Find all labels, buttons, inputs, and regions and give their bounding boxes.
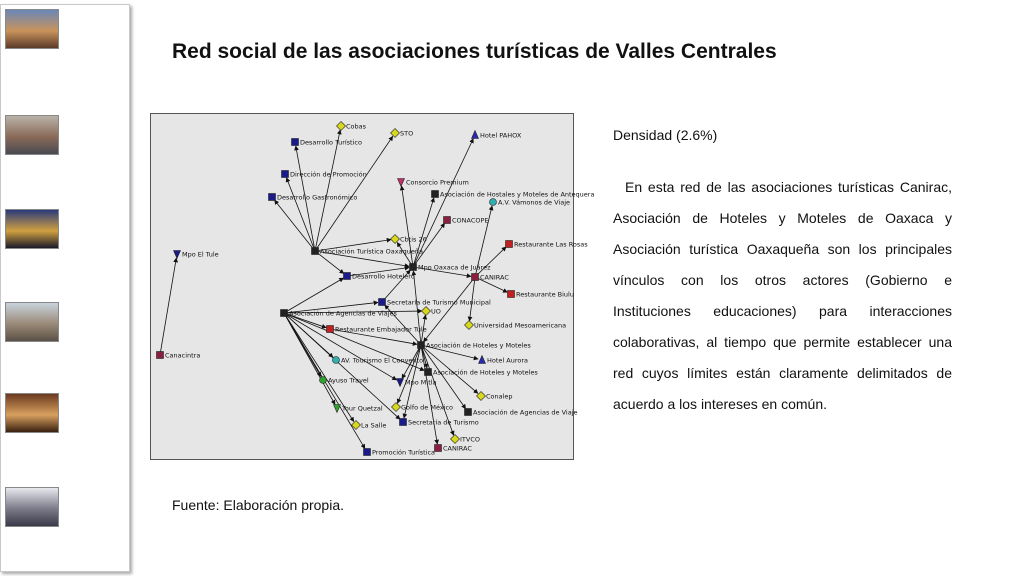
node-label-asoc_hoteles2: Asociación de Hoteles y Moteles	[433, 368, 538, 377]
node-itvco	[451, 435, 460, 444]
node-label-conalep: Conalep	[486, 392, 513, 401]
node-label-asoc_agencias: Asociación de Agencias de Viajes	[289, 309, 397, 318]
node-asoc_hoteles2	[425, 369, 432, 376]
node-asoc_antequera	[432, 191, 439, 198]
node-label-hotel_aurora: Hotel Aurora	[487, 356, 529, 365]
source-note: Fuente: Elaboración propia.	[172, 497, 344, 513]
node-hotel_aurora	[479, 356, 486, 364]
node-conacope	[444, 217, 451, 224]
edge-mpo_oaxaca-asoc_antequera	[413, 198, 434, 267]
node-dir_promocion	[282, 171, 289, 178]
node-label-canacintra: Canacintra	[165, 351, 201, 360]
edge-asoc_hoteles-canirac2	[421, 345, 437, 444]
node-label-mpo_oaxaca: Mpo Oaxaca de Juárez	[418, 263, 491, 272]
node-univ_meso	[465, 321, 474, 330]
node-hotel_pahox	[472, 131, 479, 139]
node-label-canirac_main: CANIRAC	[480, 273, 509, 282]
node-des_hotelero	[344, 273, 351, 280]
node-mpo_tule	[174, 251, 181, 259]
node-sec_tur_mun	[379, 299, 386, 306]
node-consorcio	[398, 179, 405, 187]
edge-mpo_oaxaca-conacope	[413, 223, 445, 267]
node-rest_embajador	[327, 326, 334, 333]
thumb-cathedral-photo[interactable]	[5, 9, 59, 49]
density-label: Densidad (2.6%)	[613, 127, 718, 143]
node-label-rest_biulu: Restaurante Biulu	[516, 290, 574, 299]
node-label-asoc_hoteles: Asociación de Hoteles y Moteles	[426, 341, 531, 350]
node-label-av_vamonos: A.V. Vámonos de Viaje	[498, 198, 571, 207]
node-des_gastronomico	[269, 194, 276, 201]
node-canirac2	[435, 445, 442, 452]
node-des_turistico	[292, 139, 299, 146]
edge-canirac_main-rest_rosas	[475, 247, 506, 277]
node-uo	[422, 307, 431, 316]
node-label-cbtis: Cbtis 26	[400, 235, 427, 244]
thumb-hotel-room-photo[interactable]	[5, 393, 59, 433]
thumb-plaza-photo[interactable]	[5, 302, 59, 342]
node-asoc_agencias	[281, 310, 288, 317]
node-label-asoc_antequera: Asociación de Hostales y Moteles de Antequera	[440, 190, 595, 199]
edge-canacintra-mpo_tule	[160, 258, 176, 355]
node-label-sto: STO	[400, 129, 414, 138]
node-tour_quetzal	[334, 405, 341, 413]
node-label-tour_quetzal: Tour Quetzal	[342, 404, 383, 413]
slide-title: Red social de las asociaciones turísticas de Valles Centrales	[172, 40, 777, 63]
node-label-univ_meso: Universidad Mesoamericana	[474, 321, 567, 330]
network-svg	[151, 114, 595, 461]
node-label-promocion: Promoción Turística	[372, 448, 436, 457]
node-cbtis	[391, 235, 400, 244]
node-promocion	[364, 449, 371, 456]
node-label-conacope: CONACOPE	[452, 216, 489, 225]
network-diagram	[150, 113, 595, 460]
node-canirac_main	[472, 274, 479, 281]
node-mpo_oaxaca	[410, 264, 417, 271]
node-golfo_mexico	[392, 403, 401, 412]
node-canacintra	[157, 352, 164, 359]
node-asoc_hoteles	[418, 342, 425, 349]
edge-asoc_agencias-mpo_mitla	[284, 313, 397, 380]
node-label-la_salle: La Salle	[361, 421, 387, 430]
node-mpo_mitla	[397, 379, 404, 387]
node-label-cobas: Cobas	[346, 122, 367, 131]
node-sec_turismo	[400, 419, 407, 426]
description-paragraph: En esta red de las asociaciones turísticas Canirac, Asociación de Hoteles y Moteles de Oaxaca y Asociación turística Oaxaqueña son los principales vínculos con los otros actores (Gobierno e Instituciones educaciones) para interacciones colaborativas, al tiempo que permite establecer una red cuyos límites están claramente delimitados de acuerdo a los intereses en común.	[613, 179, 952, 412]
node-rest_rosas	[506, 241, 513, 248]
node-label-des_hotelero: Desarrollo Hotelero	[352, 272, 415, 281]
node-asoc_tur_oax	[312, 248, 319, 255]
node-asoc_agencias2	[465, 409, 472, 416]
node-av_vamonos	[490, 199, 497, 206]
node-label-hotel_pahox: Hotel PAHOX	[480, 131, 522, 140]
node-label-uo: UO	[431, 307, 441, 316]
edge-asoc_agencias-des_hotelero	[284, 278, 344, 313]
node-label-consorcio: Consorcio Premium	[406, 178, 469, 187]
node-av_convento	[333, 357, 340, 364]
node-label-mpo_mitla: Mpo Mitla	[405, 378, 437, 387]
node-label-mpo_tule: Mpo El Tule	[182, 250, 219, 259]
edge-asoc_tur_oax-dir_promocion	[286, 178, 315, 251]
node-label-dir_promocion: Dirección de Promoción	[290, 170, 367, 179]
thumb-crowd-street-photo[interactable]	[5, 487, 59, 527]
node-label-sec_turismo: Secretaría de Turismo	[408, 418, 479, 427]
node-label-ayuso: Ayuso Travel	[328, 376, 369, 385]
node-label-asoc_agencias2: Asociación de Agencias de Viaje	[473, 408, 578, 417]
node-label-asoc_tur_oax: Asociación Turística Oaxaqueña	[320, 247, 423, 256]
node-label-des_gastronomico: Desarrollo Gastronómico	[277, 193, 358, 202]
node-label-rest_embajador: Restaurante Embajador Tule	[335, 325, 427, 334]
thumb-church-night-photo[interactable]	[5, 209, 59, 249]
thumb-street-photo[interactable]	[5, 115, 59, 155]
node-ayuso	[320, 377, 327, 384]
slide-thumbnail-panel	[0, 4, 130, 572]
node-cobas	[337, 122, 346, 131]
node-label-av_convento: AV. Tourismo El Convento	[341, 356, 424, 365]
edge-asoc_hoteles-mpo_oaxaca	[413, 271, 421, 345]
node-label-itvco: ITVCO	[460, 435, 480, 444]
node-label-golfo_mexico: Golfo de México	[401, 403, 454, 412]
node-label-des_turistico: Desarrollo Turístico	[300, 138, 362, 147]
node-sto	[391, 129, 400, 138]
edge-asoc_tur_oax-des_gastronomico	[274, 200, 315, 251]
node-rest_biulu	[508, 291, 515, 298]
node-label-canirac2: CANIRAC	[443, 444, 472, 453]
node-label-rest_rosas: Restaurante Las Rosas	[514, 240, 588, 249]
node-label-sec_tur_mun: Secretaría de Turismo Municipal	[387, 298, 491, 307]
